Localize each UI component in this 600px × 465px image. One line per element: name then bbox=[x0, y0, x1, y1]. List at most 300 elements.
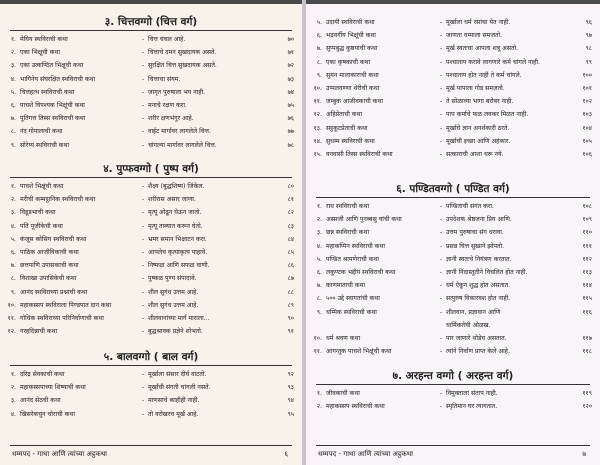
story-number: २. bbox=[10, 49, 16, 57]
story-number: ११. bbox=[7, 314, 16, 322]
story-title: एका उत्कण्ठित भिक्षूची कथा bbox=[20, 62, 84, 70]
separator-dash: - bbox=[141, 371, 145, 378]
story-title: एका भिक्षूची कथा bbox=[20, 49, 60, 57]
verse-summary: चित्ताचा संयम. bbox=[148, 75, 181, 83]
page-number: ९६ bbox=[585, 19, 592, 26]
page-number: ८६ bbox=[287, 262, 294, 270]
page-number: १२० bbox=[582, 403, 592, 411]
heading-rule bbox=[10, 365, 292, 366]
verse-summary: सत्पुरुष विकारवश होत नाही. bbox=[446, 295, 511, 303]
page-number: ९९ bbox=[585, 58, 592, 66]
toc-row bbox=[0, 139, 302, 152]
right-footer bbox=[306, 447, 600, 461]
right-section-2 bbox=[306, 181, 600, 358]
story-number: ५. bbox=[316, 19, 322, 26]
page-number: ८९ bbox=[287, 301, 294, 309]
page-number: १०८ bbox=[582, 203, 592, 210]
story-number: २. bbox=[10, 196, 16, 204]
toc-row bbox=[306, 56, 600, 69]
toc-row bbox=[0, 33, 302, 46]
verse-summary: सुरक्षित चित्त सुखदायक असते. bbox=[148, 62, 217, 70]
toc-row bbox=[306, 332, 600, 345]
toc-row bbox=[0, 394, 302, 407]
verse-summary: मूर्ख पापाला गोड समजतो. bbox=[446, 84, 505, 92]
page-number: १०२ bbox=[582, 98, 592, 106]
story-title: सट्ठकूटप्रेताची कथा bbox=[326, 124, 368, 132]
page-number: १०० bbox=[582, 71, 592, 79]
verse-summary: धर्म ऐकून शुद्ध होत असतात. bbox=[446, 282, 511, 290]
page-number: ११० bbox=[582, 229, 592, 237]
separator-dash: - bbox=[141, 196, 145, 204]
story-number: ४. bbox=[10, 222, 16, 230]
story-title: पाचशे भिक्षूंची कथा bbox=[20, 183, 64, 190]
verse-summary: पार जाणारे थोडेच असतात. bbox=[446, 334, 507, 342]
footer-title: धम्मपद - गाथा आणि त्यांच्या अट्ठकथा bbox=[12, 450, 107, 458]
right-page bbox=[306, 4, 600, 465]
toc-row bbox=[0, 206, 302, 219]
story-title: कंजूस कोसिय स्थविराची कथा bbox=[20, 235, 87, 243]
toc-row bbox=[0, 59, 302, 72]
page-number: ७० bbox=[287, 36, 294, 43]
verse-summary: शरीरास असार जाणा. bbox=[148, 196, 196, 204]
verse-summary: चित्त चंचल आहे. bbox=[148, 36, 186, 43]
page-number: १०५ bbox=[582, 137, 592, 145]
toc-row bbox=[0, 286, 302, 299]
story-title: पाठिक आजीविकाची कथा bbox=[20, 248, 79, 256]
verse-summary: पश्चाताप होत नाही ते कर्म चांगले. bbox=[446, 71, 522, 79]
verse-summary: शरीर क्षणभंगुर आहे. bbox=[148, 115, 194, 123]
verse-summary: सत्काराची आशा धरू नये. bbox=[446, 150, 504, 158]
page-number: ८४ bbox=[287, 235, 294, 243]
story-number: १३. bbox=[313, 124, 322, 132]
verse-summary: मूर्खांची संगती चांगली नसते. bbox=[148, 384, 211, 392]
verse-summary: मूर्खाचे ज्ञान अनर्थकारी ठरते. bbox=[446, 124, 510, 132]
verse-summary: प्रसन्न चित्त सुखाने झोपतो. bbox=[446, 242, 505, 250]
separator-dash: - bbox=[439, 268, 443, 276]
footer-title: धम्मपद - गाथा आणि त्यांच्या अट्ठकथा bbox=[318, 450, 413, 458]
verse-summary: स्मृतिमान घर त्यागतात. bbox=[446, 403, 498, 411]
heading-rule bbox=[316, 197, 590, 198]
page-number: ९२ bbox=[287, 371, 294, 378]
toc-row bbox=[306, 122, 600, 135]
story-number: १. bbox=[10, 371, 16, 378]
story-number: ५. bbox=[10, 235, 16, 243]
story-title: खिसरेकचुन चोराची कथा bbox=[20, 410, 75, 418]
page-number: ७२ bbox=[287, 62, 294, 70]
story-number: ६. bbox=[316, 268, 322, 276]
story-number: ५. bbox=[316, 255, 322, 263]
separator-dash: - bbox=[439, 295, 443, 303]
toc-row bbox=[306, 319, 600, 332]
separator-dash: - bbox=[439, 242, 443, 250]
toc-row bbox=[0, 246, 302, 259]
toc-row bbox=[0, 180, 302, 193]
page-number: ९७ bbox=[585, 32, 592, 40]
toc-row bbox=[306, 148, 600, 161]
story-title: जम्बुक आजीवकाची कथा bbox=[326, 98, 383, 106]
story-title: सुमन मालाकाराची कथा bbox=[326, 71, 379, 79]
story-number: १४. bbox=[313, 137, 322, 145]
verse-summary: त्यांने निर्वाण प्राप्त केले आहे. bbox=[446, 348, 510, 356]
story-title: उप्पलवण्णा थेरीची कथा bbox=[326, 84, 380, 92]
verse-summary: शील सुगंध उत्तम आहे. bbox=[148, 288, 199, 296]
separator-dash: - bbox=[439, 255, 443, 263]
story-number: २. bbox=[10, 384, 16, 392]
separator-dash: - bbox=[439, 19, 443, 26]
story-title: गोधिक स्थविराच्या परिनिर्वाणाची कथा bbox=[20, 314, 104, 322]
page-number: ११९ bbox=[582, 390, 592, 397]
page-number: ८१ bbox=[287, 196, 294, 204]
story-title: अस्सजी आणि पुनब्बसु यांची कथा bbox=[326, 216, 402, 224]
verse-summary: जागृत पुरुषाला भय नाही. bbox=[148, 88, 206, 96]
verse-summary: चांगल्या मार्गावर लागलेले चित्त. bbox=[148, 141, 217, 149]
verse-summary: मूर्खाला संसार दीर्घ वाटतो. bbox=[148, 371, 207, 378]
story-title: धर्म श्रवण कथा bbox=[326, 334, 361, 342]
separator-dash: - bbox=[439, 98, 443, 106]
separator-dash: - bbox=[141, 410, 145, 418]
page-number: ७४ bbox=[287, 88, 294, 96]
story-number: ८. bbox=[316, 58, 322, 66]
toc-row bbox=[306, 306, 600, 319]
toc-row bbox=[0, 368, 302, 381]
story-title: अहिप्रेताची कथा bbox=[326, 111, 363, 119]
story-number: ७. bbox=[10, 115, 16, 123]
story-title: मेघिय स्थविराची कथा bbox=[20, 36, 68, 43]
toc-row bbox=[0, 99, 302, 112]
toc-row bbox=[0, 233, 302, 246]
page-number: ८८ bbox=[287, 288, 294, 296]
separator-dash: - bbox=[439, 282, 443, 290]
toc-row bbox=[306, 95, 600, 108]
verse-summary: मनाचे रक्षण करा. bbox=[148, 101, 187, 109]
separator-dash: - bbox=[141, 75, 145, 83]
verse-summary: ज्ञानी निंदास्तुतीने विचलित होत नाही. bbox=[446, 268, 528, 276]
toc-row bbox=[306, 135, 600, 148]
story-title: भद्रवर्गीय भिक्षूंची कथा bbox=[326, 32, 376, 40]
story-number: १. bbox=[10, 183, 16, 190]
story-title: उदायी स्थविराची कथा bbox=[326, 19, 375, 26]
page-number: ७७ bbox=[287, 128, 294, 136]
story-number: ३. bbox=[10, 209, 16, 217]
story-number: १२. bbox=[7, 328, 16, 336]
separator-dash: - bbox=[141, 314, 145, 322]
toc-row bbox=[0, 193, 302, 206]
verse-summary: उपदेशक श्रेष्ठजना प्रिय आणि. bbox=[446, 216, 512, 224]
separator-dash: - bbox=[439, 390, 443, 397]
story-title: आगन्तुक पाचशे भिक्षूंची कथा bbox=[326, 348, 392, 356]
separator-dash: - bbox=[141, 235, 145, 243]
story-number: १०. bbox=[7, 301, 16, 309]
separator-dash: - bbox=[439, 32, 443, 40]
toc-row bbox=[0, 381, 302, 394]
page-number: ११८ bbox=[582, 348, 592, 356]
story-title: छत्तपाणि उपासकाची कथा bbox=[20, 262, 79, 270]
separator-dash: - bbox=[439, 229, 443, 237]
verse-summary: पश्चाताप करावे लागणारे कर्म चांगले नाही. bbox=[446, 58, 540, 66]
story-number: ४. bbox=[10, 410, 16, 418]
verse-summary: शील सुगंध उत्तम आहे. bbox=[148, 301, 199, 309]
story-title: गरहदिन्नाची कथा bbox=[20, 328, 58, 336]
separator-dash: - bbox=[141, 288, 145, 296]
separator-dash: - bbox=[141, 222, 145, 230]
section-heading: ४. पुप्फवग्गो ( पुष्प वर्ग) bbox=[103, 163, 199, 175]
story-number: १. bbox=[316, 203, 322, 210]
verse-summary: शैक्ष्य (बुद्धशिष्य) जिंकेल. bbox=[148, 183, 205, 190]
verse-summary: विमुक्ताला संताप नाही. bbox=[446, 390, 498, 397]
right-section-3 bbox=[306, 368, 600, 413]
separator-dash: - bbox=[439, 216, 443, 224]
separator-dash: - bbox=[141, 36, 145, 43]
toc-row bbox=[306, 82, 600, 95]
right-section-1 bbox=[306, 16, 600, 161]
page-number: १०१ bbox=[582, 84, 592, 92]
story-number: ११. bbox=[313, 98, 322, 106]
verse-summary: जाणता धम्माला समजतो. bbox=[446, 32, 503, 40]
story-number: १०. bbox=[313, 84, 322, 92]
separator-dash: - bbox=[141, 49, 145, 57]
story-title: नंद गोपालाची कथा bbox=[20, 128, 63, 136]
separator-dash: - bbox=[439, 308, 443, 316]
story-title: एका कृषकाची कथा bbox=[326, 58, 371, 66]
separator-dash: - bbox=[141, 141, 145, 149]
toc-row bbox=[306, 279, 600, 292]
separator-dash: - bbox=[439, 111, 443, 119]
left-section-2 bbox=[0, 161, 302, 338]
separator-dash: - bbox=[439, 403, 443, 411]
separator-dash: - bbox=[141, 262, 145, 270]
toc-row bbox=[0, 325, 302, 338]
story-number: ९. bbox=[10, 141, 16, 149]
toc-row bbox=[0, 408, 302, 421]
story-title: महाकप्पिन स्थविराची कथा bbox=[326, 242, 385, 250]
story-title: धम्मिक स्थविराची कथा bbox=[326, 308, 377, 316]
page-number: १११ bbox=[582, 242, 592, 250]
story-title: वनवासी तिस्स स्थविराची कथा bbox=[326, 150, 393, 158]
story-number: ६. bbox=[316, 32, 322, 40]
story-number: २. bbox=[316, 216, 322, 224]
toc-row bbox=[306, 108, 600, 121]
story-title: महाकस्सपाच्या शिष्याची कथा bbox=[20, 384, 86, 392]
verse-summary: ज्ञानी स्वतःचे नियंत्रण करतात. bbox=[446, 255, 512, 263]
separator-dash: - bbox=[141, 209, 145, 217]
story-title: ५०० उद्दे स्वागतांची कथा bbox=[326, 295, 380, 303]
page-number: ९३ bbox=[287, 384, 294, 392]
story-title: महाकस्सप स्थविराची कथा bbox=[326, 403, 385, 411]
story-number: ४. bbox=[10, 75, 16, 83]
story-title: महाकस्सप स्थविराला पिण्डपात दान कथा bbox=[20, 301, 112, 309]
story-number: १. bbox=[10, 36, 16, 43]
heading-rule bbox=[10, 177, 292, 178]
toc-row bbox=[306, 16, 600, 29]
toc-row bbox=[306, 240, 600, 253]
separator-dash: - bbox=[141, 88, 145, 96]
story-title: जीवकाची कथा bbox=[326, 390, 360, 397]
verse-summary: उत्तम पुरुषाचा संग धरावा. bbox=[446, 229, 504, 237]
verse-summary: बुद्धश्रावक प्रज्ञेने शोभतो. bbox=[148, 328, 203, 336]
verse-summary: मूर्ख स्वतःचा आपला शत्रू असतो. bbox=[446, 45, 519, 53]
story-title: लकुण्टक भद्दीय स्थविराची कथा bbox=[326, 268, 396, 276]
story-title: राध स्थविराची कथा bbox=[326, 203, 370, 210]
story-title: सुधम्म स्थविराची कथा bbox=[326, 137, 375, 145]
toc-row bbox=[0, 73, 302, 86]
page-number: ८७ bbox=[287, 275, 294, 283]
page-number: ७१ bbox=[287, 49, 294, 57]
toc-row bbox=[306, 42, 600, 55]
story-number: ६. bbox=[10, 101, 16, 109]
heading-rule bbox=[316, 384, 590, 385]
page-number: ८२ bbox=[287, 209, 294, 217]
separator-dash: - bbox=[141, 384, 145, 392]
verse-summary: निष्फळ आणि सफळ वाणी. bbox=[148, 262, 210, 270]
left-section-3 bbox=[0, 349, 302, 421]
toc-row bbox=[0, 46, 302, 59]
story-number: ९. bbox=[316, 308, 322, 316]
page-number: ८० bbox=[287, 183, 294, 190]
verse-summary: मृत्यू ओढून घेऊन जातो. bbox=[148, 209, 202, 217]
story-number: ३. bbox=[10, 397, 16, 405]
story-title: दरिद्र सेवकाची कथा bbox=[20, 371, 65, 378]
story-title: विडूडभाची कथा bbox=[20, 209, 56, 217]
separator-dash: - bbox=[141, 128, 145, 136]
page-number: ९४ bbox=[287, 397, 294, 405]
page-number: ११४ bbox=[582, 282, 592, 290]
separator-dash: - bbox=[141, 248, 145, 256]
story-number: १०. bbox=[313, 334, 322, 342]
toc-row bbox=[306, 387, 600, 400]
story-title: छन्न स्थविराची कथा bbox=[326, 229, 370, 237]
footer-rule bbox=[316, 445, 590, 446]
separator-dash: - bbox=[141, 275, 145, 283]
separator-dash: - bbox=[439, 334, 443, 342]
verse-summary: पुष्कळ पुण्य संपादावे. bbox=[148, 275, 197, 283]
footer-rule bbox=[10, 445, 292, 446]
page-number: १०४ bbox=[582, 124, 592, 132]
toc-row bbox=[0, 299, 302, 312]
separator-dash: - bbox=[439, 58, 443, 66]
page-number: ११५ bbox=[582, 295, 592, 303]
story-number: ७. bbox=[316, 282, 322, 290]
footer-page-number: ७ bbox=[582, 450, 586, 458]
separator-dash: - bbox=[141, 328, 145, 336]
heading-rule bbox=[10, 30, 292, 31]
verse-summary: मृत्यू ताब्यात करून घेतो. bbox=[148, 222, 203, 230]
verse-summary: धार्मिकतेची ओळख. bbox=[446, 321, 491, 329]
story-title: आनंद स्थविराच्या प्रश्नाची कथा bbox=[20, 288, 88, 296]
separator-dash: - bbox=[439, 45, 443, 53]
story-title: पण्डित श्रामणेराची कथा bbox=[326, 255, 379, 263]
story-number: ७. bbox=[10, 262, 16, 270]
left-page bbox=[0, 4, 302, 465]
separator-dash: - bbox=[141, 115, 145, 123]
page-number: ११३ bbox=[582, 268, 592, 276]
story-title: पति पूजीकेची कथा bbox=[20, 222, 63, 230]
toc-row bbox=[306, 345, 600, 358]
separator-dash: - bbox=[439, 348, 443, 356]
toc-row bbox=[306, 292, 600, 305]
toc-row bbox=[0, 125, 302, 138]
page-number: १०३ bbox=[582, 111, 592, 119]
page-number: ९० bbox=[287, 314, 294, 322]
story-number: १. bbox=[316, 390, 322, 397]
toc-row bbox=[306, 213, 600, 226]
separator-dash: - bbox=[439, 84, 443, 92]
verse-summary: पण्डिताची संगत करा. bbox=[446, 203, 495, 210]
story-title: पाचशे विपश्यक भिक्षूंची कथा bbox=[20, 101, 85, 109]
story-number: १२. bbox=[313, 111, 322, 119]
toc-row bbox=[306, 253, 600, 266]
page-number: ९५ bbox=[287, 410, 294, 418]
toc-row bbox=[306, 400, 600, 413]
story-title: चित्तहत्थ स्थविराची कथा bbox=[20, 88, 75, 96]
toc-row bbox=[306, 226, 600, 239]
left-section-1 bbox=[0, 14, 302, 152]
verse-summary: आपलेच कृत्याकृत्य पाहावे. bbox=[148, 248, 208, 256]
toc-row bbox=[306, 69, 600, 82]
toc-row bbox=[0, 312, 302, 325]
toc-row bbox=[306, 29, 600, 42]
page-number: ११२ bbox=[582, 255, 592, 263]
story-number: ८. bbox=[10, 128, 16, 136]
verse-summary: वाईट मार्गावर लागलेले चित्त. bbox=[148, 128, 211, 136]
story-title: विशाखा उपासिकेची कथा bbox=[20, 275, 77, 283]
story-number: ९. bbox=[10, 288, 16, 296]
story-title: सुप्पबुद्ध कुष्ठयाची कथा bbox=[326, 45, 378, 53]
separator-dash: - bbox=[141, 101, 145, 109]
story-number: ४. bbox=[316, 242, 322, 250]
story-title: सोरेय्य स्थविराची कथा bbox=[20, 141, 70, 149]
toc-row bbox=[0, 259, 302, 272]
story-number: ८. bbox=[316, 295, 322, 303]
verse-summary: तो वरोखरच मूर्ख आहे. bbox=[148, 410, 199, 418]
left-footer bbox=[0, 447, 302, 461]
toc-row bbox=[306, 266, 600, 279]
verse-summary: पाप कर्माचे फळ लवकर मिळत नाही. bbox=[446, 111, 529, 119]
story-number: ८. bbox=[10, 275, 16, 283]
verse-summary: चित्ताचे दमन सुखदायक असते. bbox=[148, 49, 217, 57]
verse-summary: ते सोळाव्या भागा बरोबर नाही. bbox=[446, 98, 514, 106]
verse-summary: मूर्खाची इच्छा आणि अहंकार. bbox=[446, 137, 511, 145]
page-number: ९१ bbox=[287, 328, 294, 336]
page-number: ८५ bbox=[287, 248, 294, 256]
separator-dash: - bbox=[141, 397, 145, 405]
story-number: ६. bbox=[10, 248, 16, 256]
verse-summary: माणसाचे काहीही नाही. bbox=[148, 397, 200, 405]
separator-dash: - bbox=[439, 124, 443, 132]
separator-dash: - bbox=[439, 203, 443, 210]
toc-row bbox=[306, 200, 600, 213]
story-title: आनंद सेठची कथा bbox=[20, 397, 61, 405]
page-number: ७५ bbox=[287, 101, 294, 109]
verse-summary: भ्रमर समान भिक्षाटन करा. bbox=[148, 235, 207, 243]
story-title: भागिनेय संघरक्षित स्थविराची कथा bbox=[20, 75, 96, 83]
separator-dash: - bbox=[439, 71, 443, 79]
story-number: ५. bbox=[10, 88, 16, 96]
separator-dash: - bbox=[141, 183, 145, 190]
page-number: ७८ bbox=[287, 141, 294, 149]
section-heading: ३. चित्तवग्गो (चित्त वर्ग) bbox=[104, 16, 198, 28]
verse-summary: शीलवानांच्या मार्ग माराला... bbox=[148, 314, 210, 322]
page-number: ११६ bbox=[582, 308, 592, 316]
story-number: १५. bbox=[313, 150, 322, 158]
toc-row bbox=[0, 220, 302, 233]
section-heading: ६. पण्डितवग्गो ( पण्डित वर्ग) bbox=[396, 183, 510, 195]
page-number: ९८ bbox=[585, 45, 592, 53]
story-title: मरीची कम्मट्ठानिक स्थविराची कथा bbox=[20, 196, 96, 204]
separator-dash: - bbox=[141, 62, 145, 70]
story-number: ३. bbox=[316, 229, 322, 237]
story-title: काणमाताची कथा bbox=[326, 282, 366, 290]
section-heading: ७. अरहन्त वग्गो ( अरहन्त वर्ग) bbox=[392, 370, 514, 382]
